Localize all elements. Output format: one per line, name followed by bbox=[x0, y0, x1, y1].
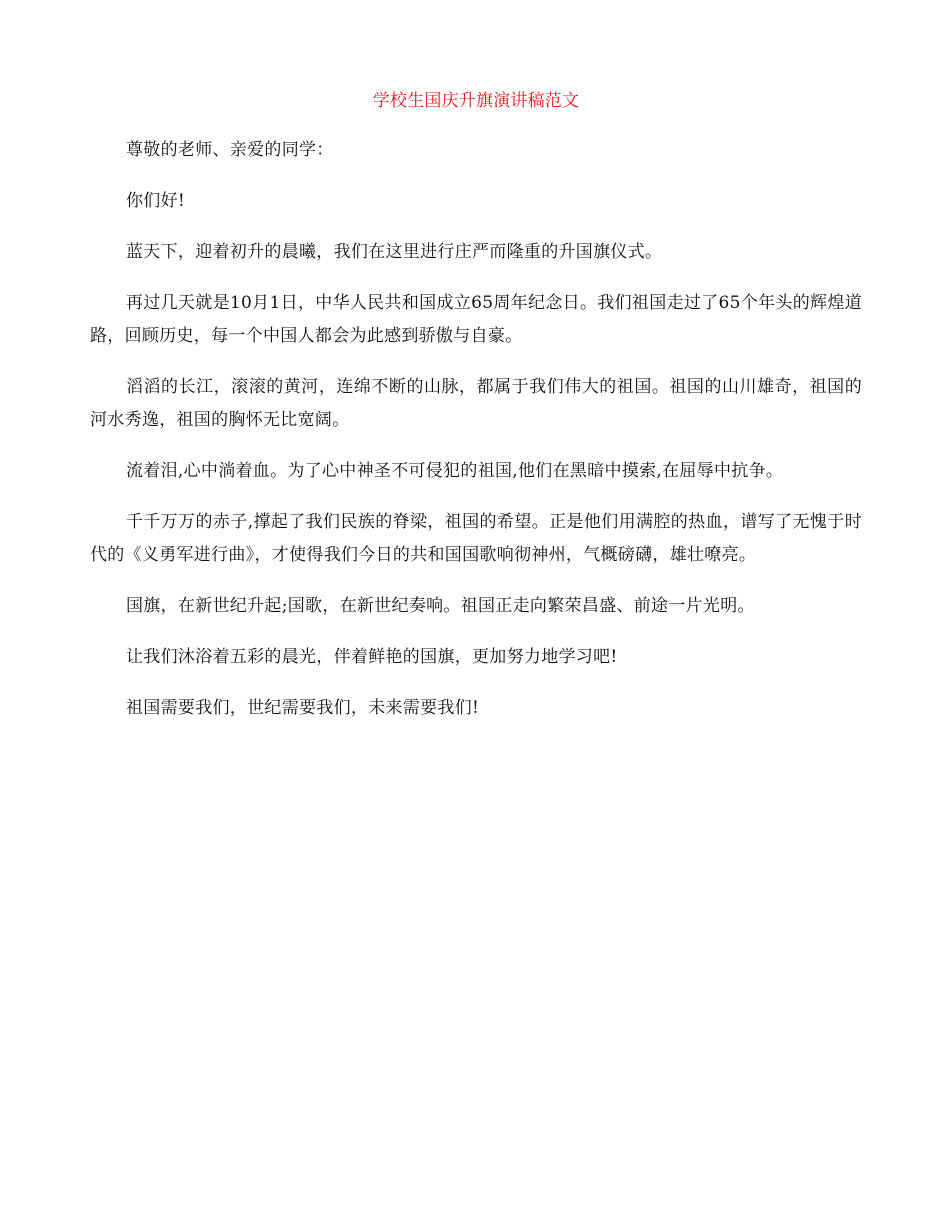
paragraph-7: 让我们沐浴着五彩的晨光，伴着鲜艳的国旗，更加努力地学习吧! bbox=[126, 647, 618, 667]
paragraph-6: 国旗，在新世纪升起;国歌，在新世纪奏响。祖国正走向繁荣昌盛、前途一片光明。 bbox=[126, 596, 755, 616]
paragraph-2: 再过几天就是10月1日，中华人民共和国成立65周年纪念日。我们祖国走过了65个年头的辉煌道路，回顾历史，每一个中国人都会为此感到骄傲与自豪。 bbox=[90, 293, 862, 346]
paragraph-1: 蓝天下，迎着初升的晨曦，我们在这里进行庄严而隆重的升国旗仪式。 bbox=[126, 242, 663, 262]
paragraph-3: 滔滔的长江，滚滚的黄河，连绵不断的山脉，都属于我们伟大的祖国。祖国的山川雄奇，祖国的河水秀逸，祖国的胸怀无比宽阔。 bbox=[90, 377, 862, 430]
greeting: 你们好! bbox=[126, 191, 186, 211]
document-title: 学校生国庆升旗演讲稿范文 bbox=[372, 91, 580, 111]
paragraph-5: 千千万万的赤子,撑起了我们民族的脊梁，祖国的希望。正是他们用满腔的热血，谱写了无愧于时代的《义勇军进行曲》，才使得我们今日的共和国国歌响彻神州，气概磅礴，雄壮嘹亮。 bbox=[90, 512, 862, 565]
salutation: 尊敬的老师、亲爱的同学： bbox=[126, 140, 334, 160]
paragraph-4: 流着泪,心中淌着血。为了心中神圣不可侵犯的祖国,他们在黑暗中摸索,在屈辱中抗争。 bbox=[126, 461, 784, 481]
closing-paragraph: 祖国需要我们，世纪需要我们，未来需要我们! bbox=[126, 698, 480, 718]
